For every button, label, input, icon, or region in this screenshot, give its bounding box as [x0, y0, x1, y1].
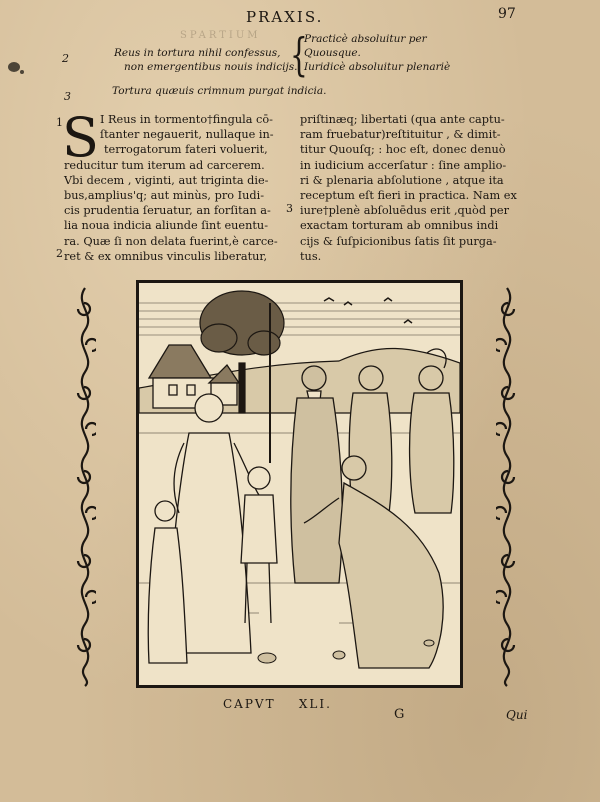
- ink-stain-icon: [8, 62, 20, 72]
- left-line: lia noua indicia aliunde ſint euentu-: [64, 219, 269, 233]
- margin-note-1: 1: [56, 116, 63, 129]
- margin-note-3: 3: [286, 202, 293, 215]
- right-line: receptum eſt fieri in practica. Nam ex: [300, 189, 517, 203]
- summary-line-3: Tortura quæuis crimnum purgat indicia.: [112, 85, 327, 97]
- left-line: cis prudentia ſeruatur, an forſitan a-: [64, 204, 271, 218]
- right-line: priſtinæq; libertati (qua ante captu-: [300, 113, 505, 126]
- right-line: cijs & ſuſpicionibus ſatis ſit purga-: [300, 234, 497, 248]
- left-line: I Reus in tormento†fingula cō-: [100, 113, 273, 126]
- ornamental-border-icon: [74, 284, 96, 688]
- signature-mark: G: [394, 707, 405, 722]
- left-column: [62, 106, 278, 264]
- left-line: reducitur tum iterum ad carcerem.: [64, 158, 265, 172]
- summary-bracket: [304, 32, 450, 74]
- ornamental-border-icon: [496, 284, 518, 688]
- left-line: Vbi decem , viginti, aut triginta die-: [64, 173, 269, 187]
- right-column: [300, 112, 517, 264]
- page-number: 97: [498, 6, 516, 22]
- bracket-line-2: Quousque.: [304, 47, 361, 59]
- left-line: ret & ex omnibus vinculis liberatur,: [64, 249, 268, 263]
- ink-stain-icon: [20, 70, 24, 74]
- summary-line-2: non emergentibus nouis indicijs.: [124, 61, 298, 73]
- right-line: tus.: [300, 249, 322, 263]
- left-line: bus,amplius'q; aut minùs, pro Iudi-: [64, 189, 265, 203]
- bleed-through-text: SPARTIUM: [180, 30, 261, 41]
- left-line: terrogatorum fateri voluerit,: [104, 143, 268, 157]
- running-head: PRAXIS.: [246, 8, 324, 26]
- summary-text: [114, 46, 297, 74]
- catchword: Qui: [506, 708, 528, 722]
- bracket-line-1: Practicè absoluitur per: [304, 33, 427, 45]
- right-line: titur Quouſq; : hoc eſt, donec denuò: [300, 143, 506, 157]
- left-line: ſtanter negauerit, nullaque in-: [100, 128, 274, 142]
- summary-number-3: 3: [64, 90, 71, 103]
- chapter-heading: CAPVT XLI.: [223, 697, 332, 711]
- drop-cap: S: [62, 106, 99, 169]
- right-line: iure†plenè abſoluēdus erit ,quòd per: [300, 204, 509, 218]
- bracket-line-3: Iuridicè absoluitur plenariè: [304, 61, 451, 73]
- summary-line-1: Reus in tortura nihil confessus,: [114, 47, 281, 59]
- curly-brace-icon: {: [290, 28, 308, 81]
- margin-note-2: 2: [56, 247, 63, 260]
- right-line: ri & plenaria abſolutione , atque ita: [300, 173, 504, 187]
- woodcut-illustration-icon: [139, 283, 460, 685]
- summary-number-2: 2: [62, 52, 69, 65]
- left-line: ra. Quæ ſi non delata fuerint,è carce-: [64, 234, 278, 248]
- right-line: ram fruebatur)reſtituitur , & dimit-: [300, 128, 501, 142]
- woodcut-illustration: [136, 280, 463, 688]
- right-line: in iudicium accerſatur : ſine amplio-: [300, 158, 507, 172]
- right-line: exactam torturam ab omnibus indi: [300, 219, 499, 233]
